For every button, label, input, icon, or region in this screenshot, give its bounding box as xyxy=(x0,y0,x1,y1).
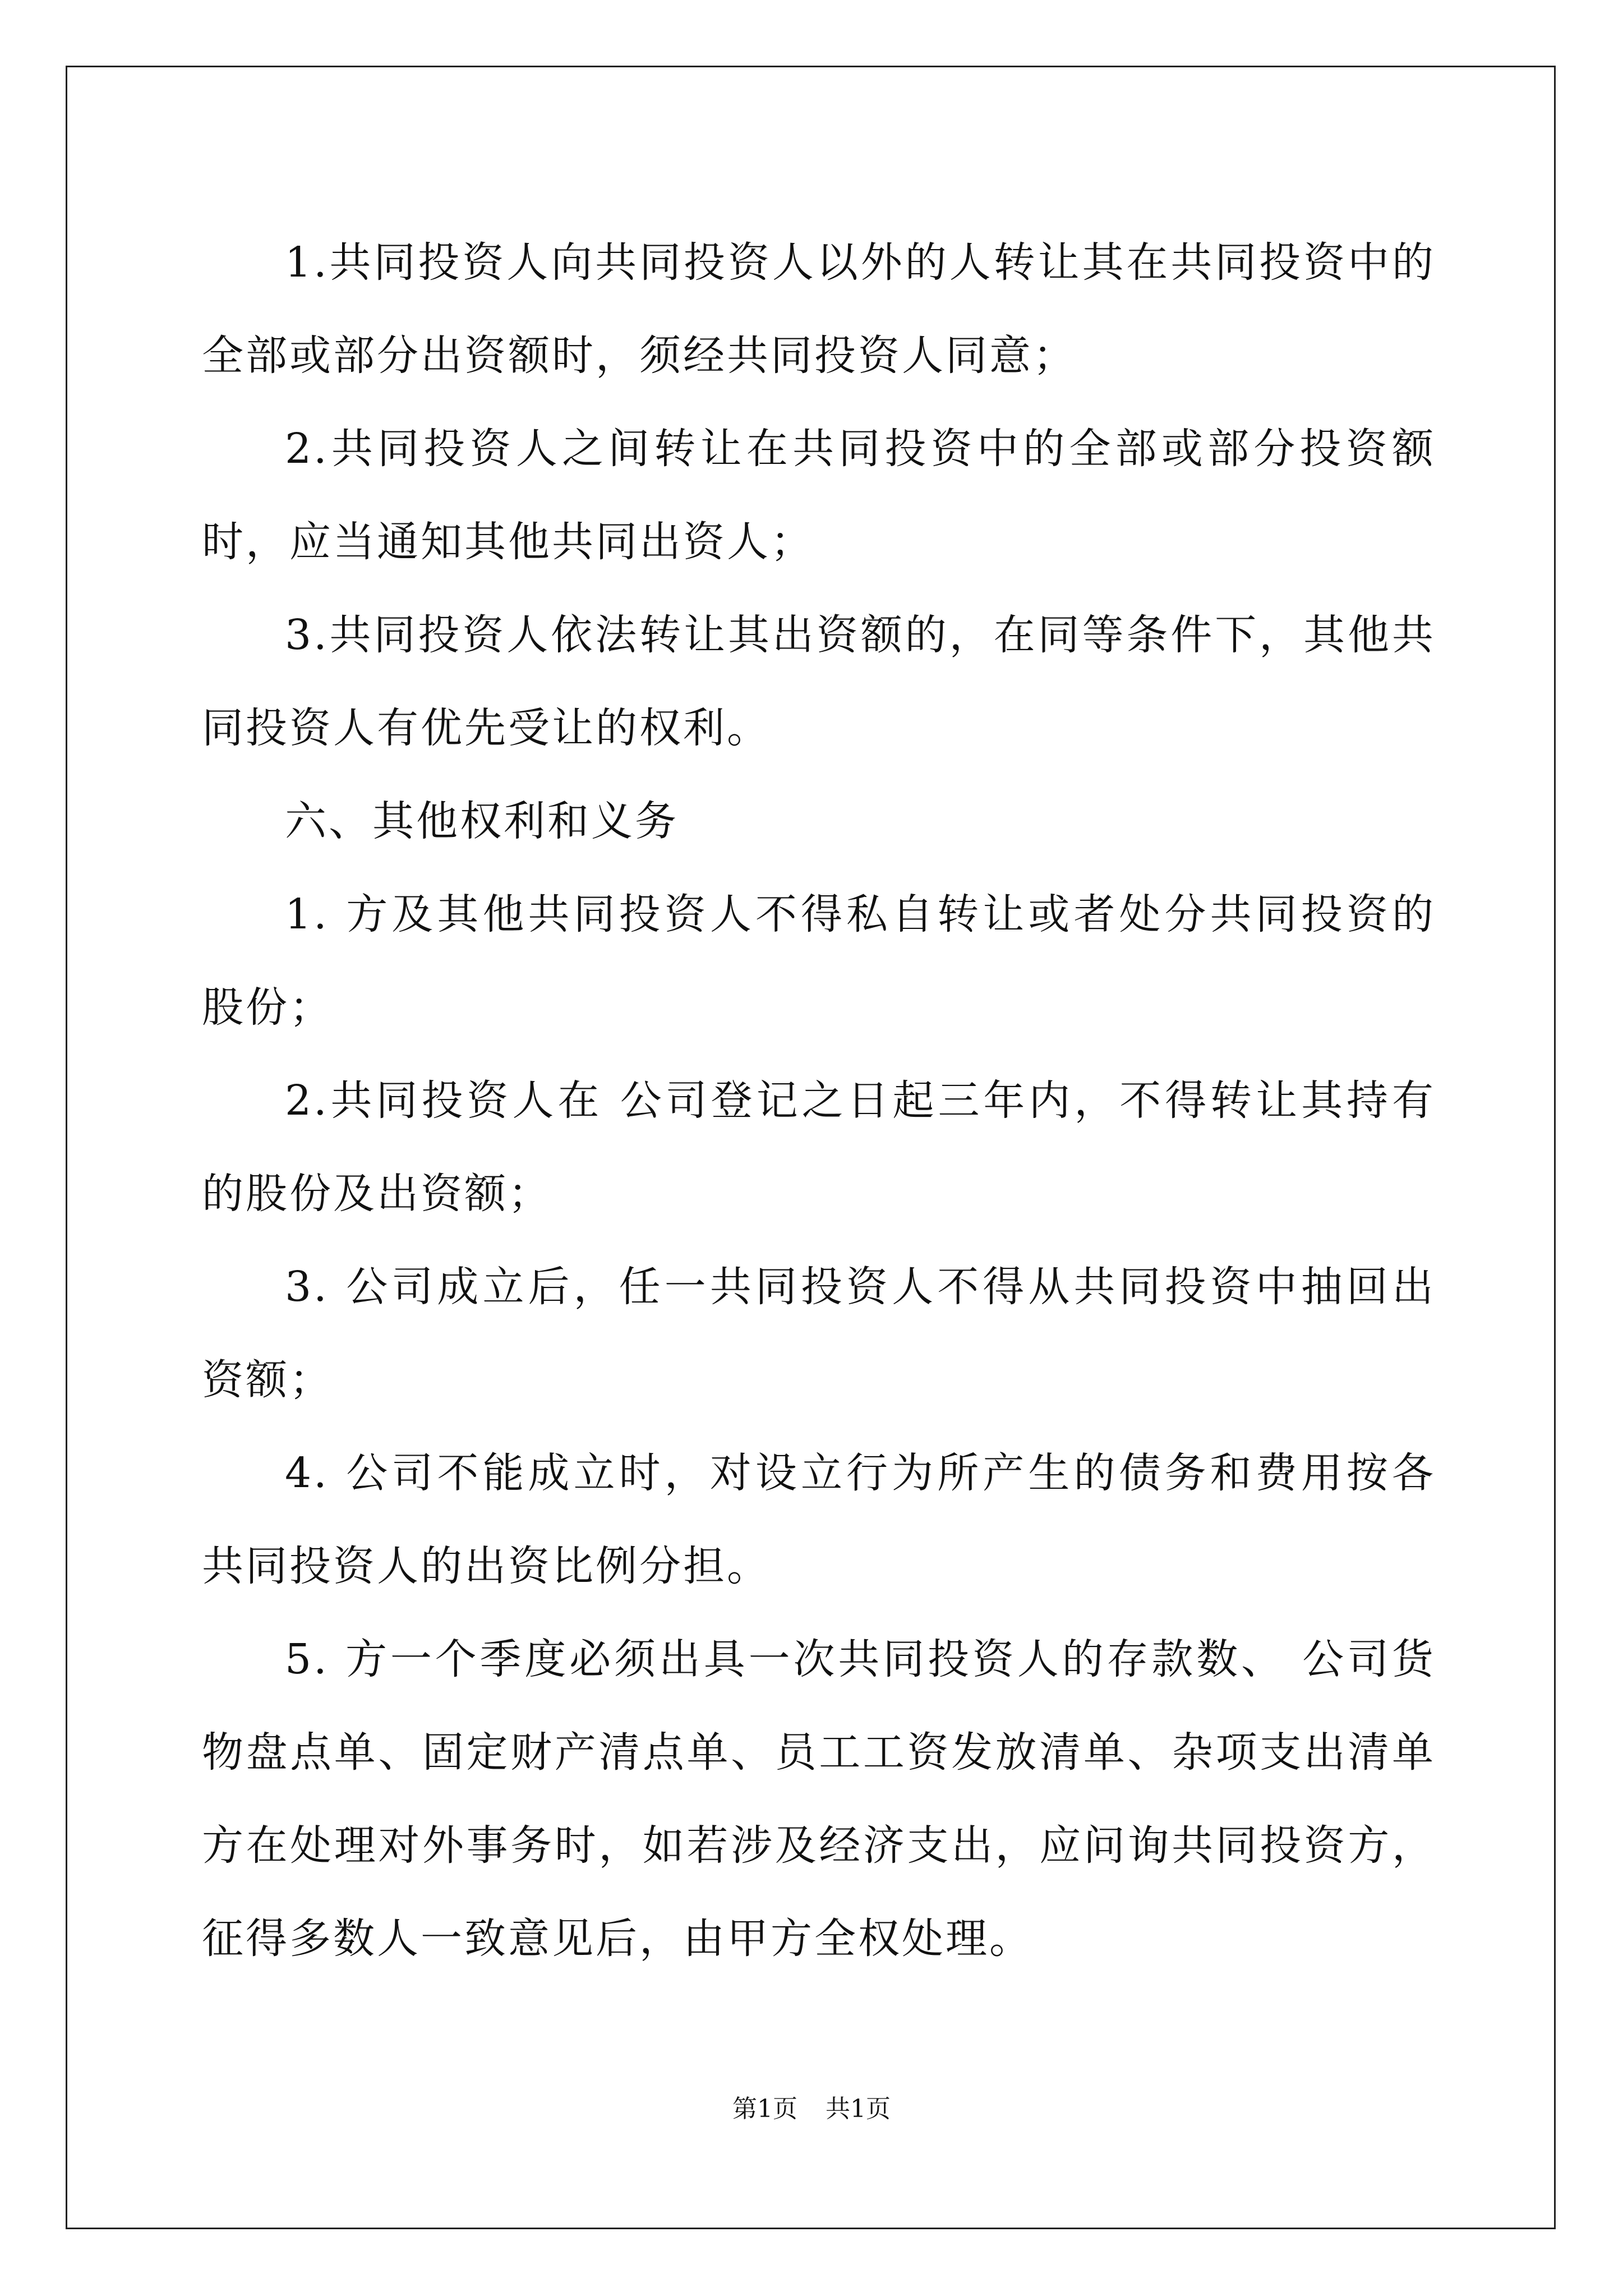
paragraph-no-private-transfer: 1. 方及其他共同投资人不得私自转让或者处分共同投资的股份； xyxy=(202,890,1436,1032)
page-total: 共1页 xyxy=(826,2095,891,2123)
page-footer xyxy=(0,2092,1623,2126)
page-number: 第1页 xyxy=(732,2095,797,2123)
section-heading-other-rights: 六、其他权利和义务 xyxy=(285,797,679,845)
paragraph-transfer-between: 2.共同投资人之间转让在共同投资中的全部或部分投资额时，应当通知其他共同出资人； xyxy=(202,425,1436,566)
paragraph-quarterly-reports: 5. 方一个季度必须出具一次共同投资人的存款数、 公司货物盘点单、固定财产清点单、员工工资发放清单、杂项支出清单 方在处理对外事务时，如若涉及经济支出，应问询共同投资方，征得多数人一致意见后，由甲方全权处理。 xyxy=(202,1635,1436,1963)
paragraph-three-year-lock: 2.共同投资人在 公司登记之日起三年内，不得转让其持有的股份及出资额； xyxy=(202,1076,1436,1218)
paragraph-transfer-outside: 1.共同投资人向共同投资人以外的人转让其在共同投资中的全部或部分出资额时，须经共同投资人同意； xyxy=(202,238,1436,380)
paragraph-failure-costs: 4. 公司不能成立时，对设立行为所产生的债务和费用按各共同投资人的出资比例分担。 xyxy=(202,1449,1436,1590)
paragraph-preemptive-right: 3.共同投资人依法转让其出资额的，在同等条件下，其他共同投资人有优先受让的权利。 xyxy=(202,611,1436,752)
document-body xyxy=(202,216,1436,1985)
paragraph-no-withdrawal: 3. 公司成立后，任一共同投资人不得从共同投资中抽回出资额； xyxy=(202,1263,1436,1404)
